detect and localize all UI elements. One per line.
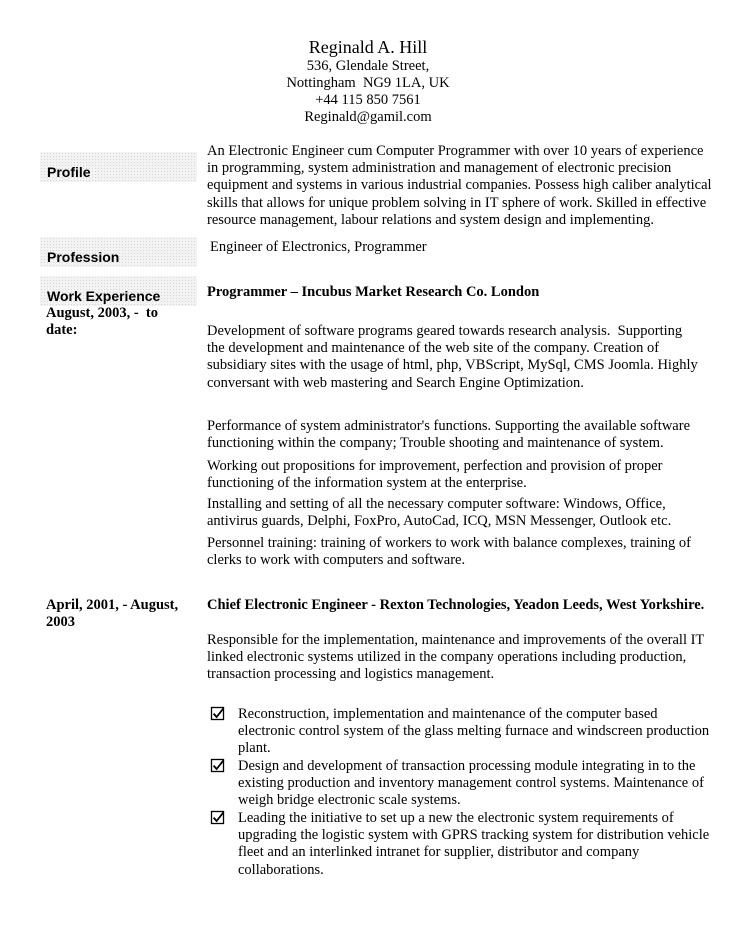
contact-header: [200, 36, 536, 126]
checkbox-checked-icon: [210, 810, 226, 826]
bullet-text: [238, 706, 730, 758]
job-1-paragraph-2: [207, 418, 737, 452]
checkbox-checked-icon: [210, 706, 226, 722]
profile-section-label: Profile: [40, 152, 197, 182]
paragraph-line: Development of software programs geared towards research analysis. Supporting: [207, 323, 683, 339]
paragraph-line: functioning within the company; Trouble shooting and maintenance of system.: [207, 435, 664, 452]
profile-text: [207, 143, 737, 229]
bullet-line: existing production and inventory management control systems. Maintenance of: [238, 775, 704, 792]
profile-line: skills that allows for unique problem solving in IT sphere of work. Skilled in effective: [207, 194, 707, 211]
paragraph-line: Responsible for the implementation, maintenance and improvements of the overall IT: [207, 632, 705, 648]
job-1-paragraph-5: [207, 535, 737, 569]
job-date-line: 2003: [46, 614, 75, 630]
work-experience-section-label: Work Experience: [40, 276, 197, 306]
bullet-line: plant.: [238, 740, 271, 757]
job-1-paragraph-1: [207, 323, 737, 392]
paragraph-line: Working out propositions for improvement, perfection and provision of proper: [207, 458, 663, 474]
bullet-line: electronic control system of the glass melting furnace and windscreen production: [238, 723, 710, 740]
job-2-intro: [207, 632, 737, 684]
paragraph-line: functioning of the information system at the enterprise.: [207, 475, 527, 492]
profile-line: An Electronic Engineer cum Computer Programmer with over 10 years of experience: [207, 143, 704, 159]
bullet-line: Leading the initiative to set up a new the electronic system requirements of: [238, 810, 674, 826]
bullet-line: Design and development of transaction processing module integrating in to the: [238, 758, 696, 774]
paragraph-line: subsidiary sites with the usage of html, php, VBScript, MySql, CMS Joomla. Highly: [207, 357, 698, 374]
paragraph-line: the development and maintenance of the web site of the company. Creation of: [207, 340, 660, 357]
paragraph-line: conversant with web mastering and Search Engine Optimization.: [207, 374, 584, 391]
bullet-line: weigh bridge electronic scale systems.: [238, 792, 461, 809]
paragraph-line: antivirus guards, Delphi, FoxPro, AutoCad, ICQ, MSN Messenger, Outlook etc.: [207, 513, 672, 530]
address-line-1: 536, Glendale Street,: [306, 58, 430, 74]
job-1-paragraph-3: [207, 458, 737, 492]
job-1-date: [46, 305, 196, 339]
candidate-name: Reginald A. Hill: [308, 37, 428, 57]
checkbox-checked-icon: [210, 758, 226, 774]
bullet-line: upgrading the logistic system with GPRS tracking system for distribution vehicle: [238, 827, 710, 844]
job-2-date: [46, 597, 201, 631]
address-line-2: Nottingham NG9 1LA, UK: [286, 75, 450, 91]
job-1-title: Programmer – Incubus Market Research Co. London: [207, 284, 540, 300]
paragraph-line: clerks to work with computers and software.: [207, 552, 466, 569]
bullet-line: Reconstruction, implementation and maintenance of the computer based: [238, 706, 658, 722]
bullet-line: fleet and an interlinked intranet for supplier, distributor and company: [238, 844, 640, 861]
job-2-title: Chief Electronic Engineer - Rexton Technologies, Yeadon Leeds, West Yorkshire.: [207, 597, 705, 613]
bullet-text: [238, 810, 730, 879]
job-1-paragraph-4: [207, 496, 737, 530]
bullet-text: [238, 758, 730, 810]
paragraph-line: transaction processing and logistics management.: [207, 666, 495, 683]
profile-line: in programming, system administration and management of electronic precision: [207, 160, 672, 177]
job-date-line: August, 2003, - to: [46, 305, 158, 321]
bullet-line: collaborations.: [238, 861, 324, 878]
job-date-line: date:: [46, 322, 78, 338]
profile-line: equipment and systems in various industrial companies. Possess high caliber analytical: [207, 177, 712, 194]
paragraph-line: Personnel training: training of workers to work with balance complexes, training of: [207, 535, 692, 551]
paragraph-line: Installing and setting of all the necessary computer software: Windows, Office,: [207, 496, 666, 512]
profession-section-label: Profession: [40, 237, 197, 267]
email-address: Reginald@gamil.com: [304, 109, 432, 125]
profile-line: resource management, labour relations and system design and implementing.: [207, 211, 654, 228]
paragraph-line: Performance of system administrator's functions. Supporting the available software: [207, 418, 691, 434]
profession-text: Engineer of Electronics, Programmer: [210, 239, 427, 255]
job-date-line: April, 2001, - August,: [46, 597, 179, 613]
paragraph-line: linked electronic systems utilized in the company operations including production,: [207, 649, 687, 666]
phone-number: +44 115 850 7561: [315, 92, 421, 108]
